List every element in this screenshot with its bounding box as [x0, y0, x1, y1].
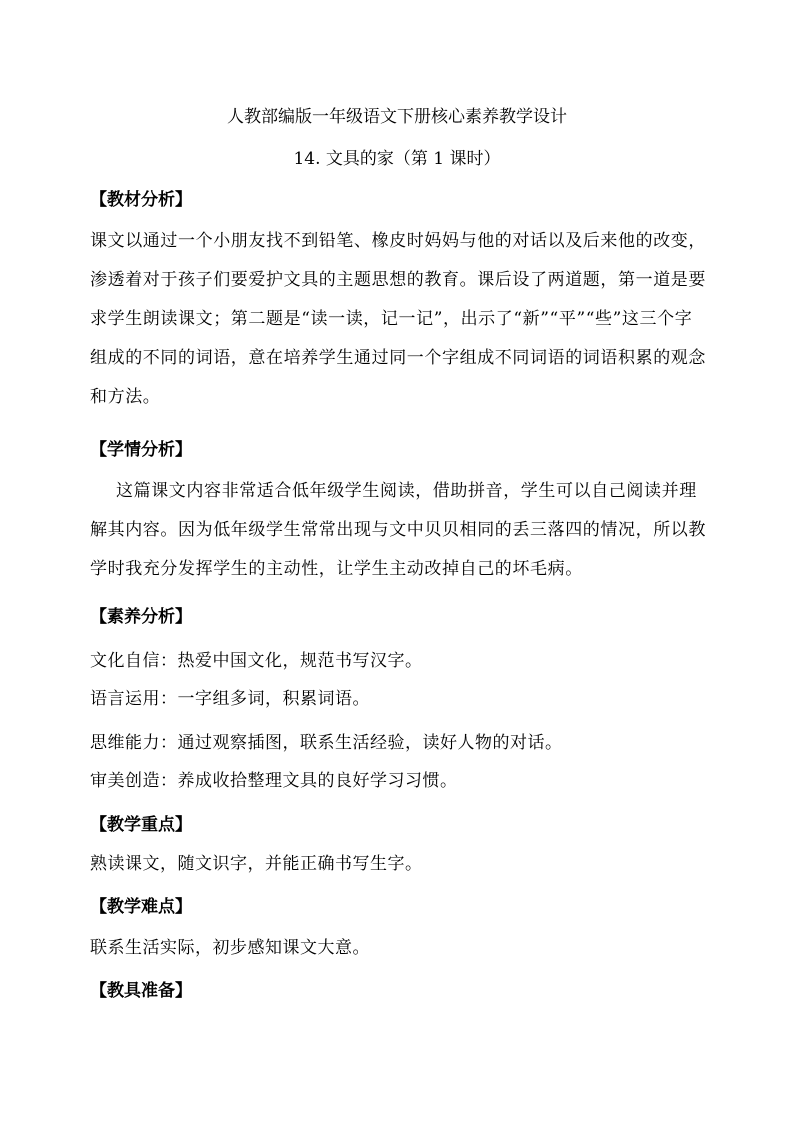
key-points-heading: 【教学重点】: [90, 815, 192, 835]
literacy-item-thinking: 思维能力：通过观察插图，联系生活经验，读好人物的对话。: [90, 733, 563, 753]
textbook-analysis-heading: 【教材分析】: [90, 190, 192, 210]
difficulties-body: 联系生活实际，初步感知课文大意。: [90, 938, 370, 958]
key-points-body: 熟读课文，随文识字，并能正确书写生字。: [90, 854, 423, 874]
lesson-subtitle: 14. 文具的家（第 1 课时）: [293, 149, 501, 169]
student-analysis-heading: 【学情分析】: [90, 440, 192, 460]
literacy-item-aesthetic: 审美创造：养成收拾整理文具的良好学习习惯。: [90, 771, 458, 791]
student-analysis-body: 这篇课文内容非常适合低年级学生阅读，借助拼音，学生可以自己阅读并理解其内容。因为低年级学生常常出现与文中贝贝相同的丢三落四的情况，所以教学时我充分发挥学生的主动性，让学生主动改掉自己的坏毛病。: [90, 481, 706, 579]
literacy-item-culture: 文化自信：热爱中国文化，规范书写汉字。: [90, 651, 423, 671]
literacy-item-language: 语言运用：一字组多词，积累词语。: [90, 689, 370, 709]
preparation-heading: 【教具准备】: [90, 981, 192, 1001]
textbook-analysis-body: 课文以通过一个小朋友找不到铅笔、橡皮时妈妈与他的对话以及后来他的改变，渗透着对于孩子们要爱护文具的主题思想的教育。课后设了两道题，第一道是要求学生朗读课文；第二题是“读一读，记一记”，出示了“新”“平”“些”这三个字组成的不同的词语，意在培养学生通过同一个字组成不同词语的词语积累的观念和方法。: [90, 231, 706, 407]
document-title: 人教部编版一年级语文下册核心素养教学设计: [227, 107, 567, 127]
literacy-analysis-heading: 【素养分析】: [90, 607, 192, 627]
difficulties-heading: 【教学难点】: [90, 897, 192, 917]
